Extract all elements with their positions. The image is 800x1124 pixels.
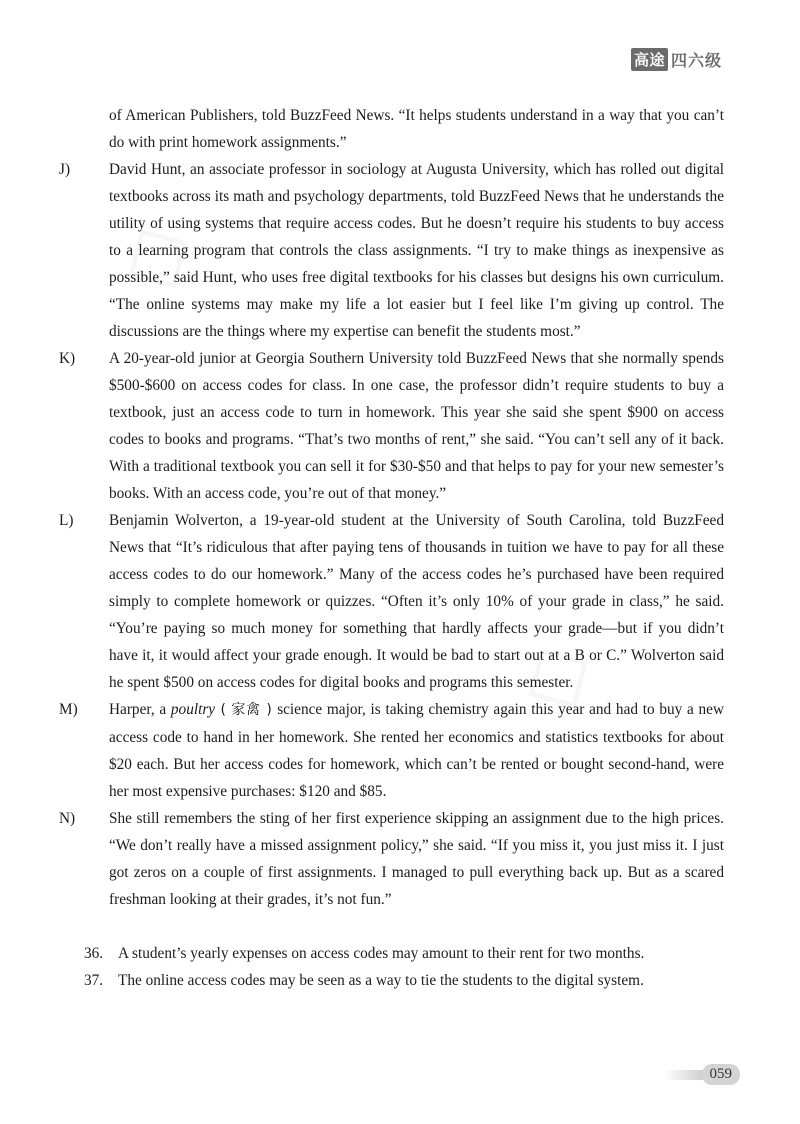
question-text: A student’s yearly expenses on access codes may amount to their rent for two months.	[118, 945, 645, 962]
paragraph-text: Benjamin Wolverton, a 19-year-old student at the University of South Carolina, told BuzzFeed News that “It’s ridiculous that after paying tens of thousands in tuition we have to pay for all these access codes to do our homework.” Many of the access codes he’s purchased have been required simply to complete homework or quizzes. “Often it’s only 10% of your grade in class,” he said. “You’re paying so much money for something that hardly affects your grade—but if you didn’t have it, it would affect your grade enough. It would be bad to start out at a B or C.” Wolverton said he spent $500 on access codes for digital books and programs this semester.	[109, 512, 724, 691]
question-text: The online access codes may be seen as a way to tie the students to the digital system.	[118, 972, 644, 989]
paragraph-i-continuation: of American Publishers, told BuzzFeed News. “It helps students understand in a way that you can’t do with print homework assignments.”	[109, 107, 724, 151]
page-number: 059	[702, 1064, 741, 1085]
logo-box: 高途	[631, 48, 668, 71]
paragraph-j: J) David Hunt, an associate professor in sociology at Augusta University, which has rolled out digital textbooks across its math and psychology departments, told BuzzFeed News that he understands the utility of using systems that require access codes. But he doesn’t require his students to buy access to a learning program that controls the class assignments. “I try to make things as inexpensive as possible,” said Hunt, who uses free digital textbooks for his classes but designs his own curriculum. “The online systems may make my life a lot easier but I feel like I’m giving up control. The discussions are the things where my expertise can benefit the students most.”	[59, 161, 724, 340]
paragraph-text: She still remembers the sting of her first experience skipping an assignment due to the high prices. “We don’t really have a missed assignment policy,” she said. “If you miss it, you just miss it. I just got zeros on a couple of first assignments. I managed to pull everything back up. But as a scared freshman looking at their grades, it’s not fun.”	[109, 810, 724, 908]
chinese-gloss: ( 家禽 )	[215, 702, 278, 718]
paragraph-text-before: Harper, a	[109, 701, 171, 718]
paragraph-text: A 20-year-old junior at Georgia Southern University told BuzzFeed News that she normally spends $500-$600 on access codes for class. In one case, the professor didn’t require students to buy a textbook, just an access code to turn in homework. This year she said she spent $900 on access codes to books and programs. “That’s two months of rent,” she said. “You can’t sell any of it back. With a traditional textbook you can sell it for $30-$50 and that helps to pay for your new semester’s books. With an access code, you’re out of that money.”	[109, 350, 724, 502]
logo-text: 四六级	[670, 51, 722, 70]
article-body	[59, 102, 724, 994]
question-number: 37.	[84, 972, 104, 989]
paragraph-text-after: science major, is taking chemistry again this year and had to buy a new access code to hand in her homework. She rented her economics and statistics textbooks for about $20 each. But her access codes for homework, which can’t be rented or bought second-hand, were her most expensive purchases: $120 and $85.	[109, 701, 724, 800]
brand-logo	[631, 48, 722, 71]
spacer	[84, 913, 724, 940]
paragraph-n: N) She still remembers the sting of her first experience skipping an assignment due to the high prices. “We don’t really have a missed assignment policy,” she said. “If you miss it, you just miss it. I just got zeros on a couple of first assignments. I managed to pull everything back up. But as a scared freshman looking at their grades, it’s not fun.”	[59, 810, 724, 908]
paragraph-l: L) Benjamin Wolverton, a 19-year-old student at the University of South Carolina, told BuzzFeed News that “It’s ridiculous that after paying tens of thousands in tuition we have to pay for all these access codes to do our homework.” Many of the access codes he’s purchased have been required simply to complete homework or quizzes. “Often it’s only 10% of your grade in class,” he said. “You’re paying so much money for something that hardly affects your grade—but if you didn’t have it, it would affect your grade enough. It would be bad to start out at a B or C.” Wolverton said he spent $500 on access codes for digital books and programs this semester.	[59, 512, 724, 691]
question-37	[84, 967, 724, 994]
question-number: 36.	[84, 945, 104, 962]
vocabulary-word: poultry	[170, 701, 216, 718]
paragraph-text: David Hunt, an associate professor in sociology at Augusta University, which has rolled out digital textbooks across its math and psychology departments, told BuzzFeed News that he understands the utility of using systems that require access codes. But he doesn’t require his students to buy access to a learning program that controls the class assignments. “I try to make things as inexpensive as possible,” said Hunt, who uses free digital textbooks for his classes but designs his own curriculum. “The online systems may make my life a lot easier but I feel like I’m giving up control. The discussions are the things where my expertise can benefit the students most.”	[109, 161, 724, 340]
paragraph-m: M) Harper, a poultry ( 家禽 ) science major, is taking chemistry again this year and had to buy a new access code to hand in her homework. She rented her economics and statistics textbooks for about $20 each. But her access codes for homework, which can’t be rented or bought second-hand, were her most expensive purchases: $120 and $85.	[59, 701, 724, 800]
question-36	[84, 940, 724, 967]
paragraph-k: K) A 20-year-old junior at Georgia Southern University told BuzzFeed News that she normally spends $500-$600 on access codes for class. In one case, the professor didn’t require students to buy a textbook, just an access code to turn in homework. This year she said she spent $900 on access codes to books and programs. “That’s two months of rent,” she said. “You can’t sell any of it back. With a traditional textbook you can sell it for $30-$50 and that helps to pay for your new semester’s books. With an access code, you’re out of that money.”	[59, 350, 724, 502]
page-number-bar	[664, 1070, 708, 1080]
page-number-badge	[664, 1064, 741, 1085]
